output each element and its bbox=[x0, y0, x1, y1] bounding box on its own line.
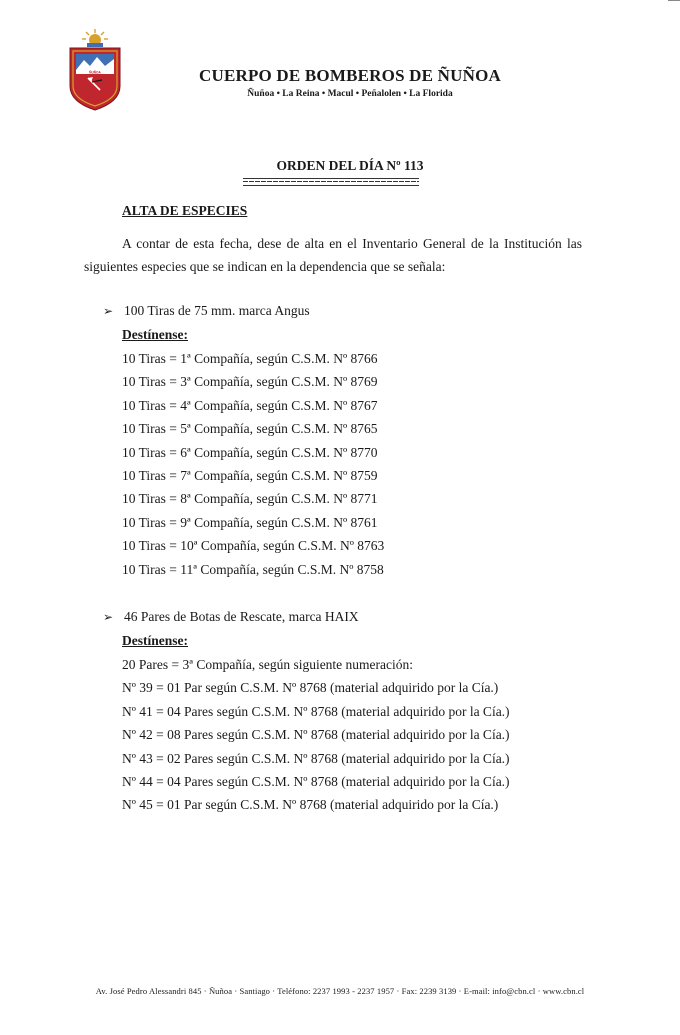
group-1-item bbox=[103, 303, 310, 319]
list-item: 10 Tiras = 5ª Compañía, según C.S.M. Nº 8765 bbox=[122, 421, 378, 437]
order-title: ORDEN DEL DÍA Nº 113 bbox=[276, 158, 424, 173]
list-item: Nº 41 = 04 Pares según C.S.M. Nº 8768 (material adquirido por la Cía.) bbox=[122, 703, 510, 719]
list-item: 10 Tiras = 6ª Compañía, según C.S.M. Nº 8770 bbox=[122, 444, 378, 460]
fire-department-crest-icon bbox=[64, 28, 126, 112]
list-item: 20 Pares = 3ª Compañía, según siguiente numeración: bbox=[122, 657, 414, 672]
sun-rays-icon bbox=[82, 29, 108, 47]
group-1-allocation-list bbox=[122, 347, 384, 581]
organization-communes: Ñuñoa • La Reina • Macul • Peñalolen • La Florida bbox=[247, 89, 453, 99]
list-item: Nº 44 = 04 Pares según C.S.M. Nº 8768 (material adquirido por la Cía.) bbox=[122, 773, 510, 789]
list-item: Nº 43 = 02 Pares según C.S.M. Nº 8768 (material adquirido por la Cía.) bbox=[122, 750, 510, 766]
crest-banner-text: ÑUÑOA bbox=[89, 70, 101, 75]
group-2-destinense-label: Destínense: bbox=[122, 633, 188, 648]
list-item: 10 Tiras = 11ª Compañía, según C.S.M. Nº 8758 bbox=[122, 561, 384, 577]
list-item: 10 Tiras = 1ª Compañía, según C.S.M. Nº 8766 bbox=[122, 351, 378, 366]
group-2-item-text: 46 Pares de Botas de Rescate, marca HAIX bbox=[124, 609, 359, 624]
group-2-allocation-list bbox=[122, 653, 510, 817]
list-item: 10 Tiras = 8ª Compañía, según C.S.M. Nº 8771 bbox=[122, 491, 378, 507]
list-item: 10 Tiras = 3ª Compañía, según C.S.M. Nº 8769 bbox=[122, 374, 378, 390]
footer-contact: Av. José Pedro Alessandri 845 · Ñuñoa · Santiago · Teléfono: 2237 1993 - 2237 1957 · Fax: 2239 3139 · E-mail: info@cbn.cl · www.cbn.cl bbox=[95, 986, 585, 996]
list-item: 10 Tiras = 9ª Compañía, según C.S.M. Nº 8761 bbox=[122, 514, 378, 530]
group-1-destinense-label: Destínense: bbox=[122, 327, 188, 342]
intro-paragraph: A contar de esta fecha, dese de alta en el Inventario General de la Institución las siguientes especies que se indican en la dependencia que se señala: bbox=[84, 236, 582, 274]
list-item: 10 Tiras = 7ª Compañía, según C.S.M. Nº 8759 bbox=[122, 467, 378, 483]
group-1-item-text: 100 Tiras de 75 mm. marca Angus bbox=[124, 303, 310, 318]
list-item: Nº 42 = 08 Pares según C.S.M. Nº 8768 (material adquirido por la Cía.) bbox=[122, 727, 510, 743]
scan-edge-mark bbox=[668, 0, 680, 1]
list-item: Nº 45 = 01 Par según C.S.M. Nº 8768 (material adquirido por la Cía.) bbox=[122, 797, 499, 813]
organization-name: CUERPO DE BOMBEROS DE ÑUÑOA bbox=[199, 66, 501, 85]
list-item: 10 Tiras = 10ª Compañía, según C.S.M. Nº 8763 bbox=[122, 538, 385, 554]
list-item: Nº 39 = 01 Par según C.S.M. Nº 8768 (material adquirido por la Cía.) bbox=[122, 680, 499, 696]
arrow-bullet-icon: ➢ bbox=[103, 303, 114, 318]
group-2-item bbox=[103, 609, 359, 625]
title-double-rule bbox=[243, 178, 419, 186]
arrow-bullet-icon: ➢ bbox=[103, 609, 114, 624]
list-item: 10 Tiras = 4ª Compañía, según C.S.M. Nº 8767 bbox=[122, 397, 378, 413]
section-title: ALTA DE ESPECIES bbox=[122, 203, 248, 218]
